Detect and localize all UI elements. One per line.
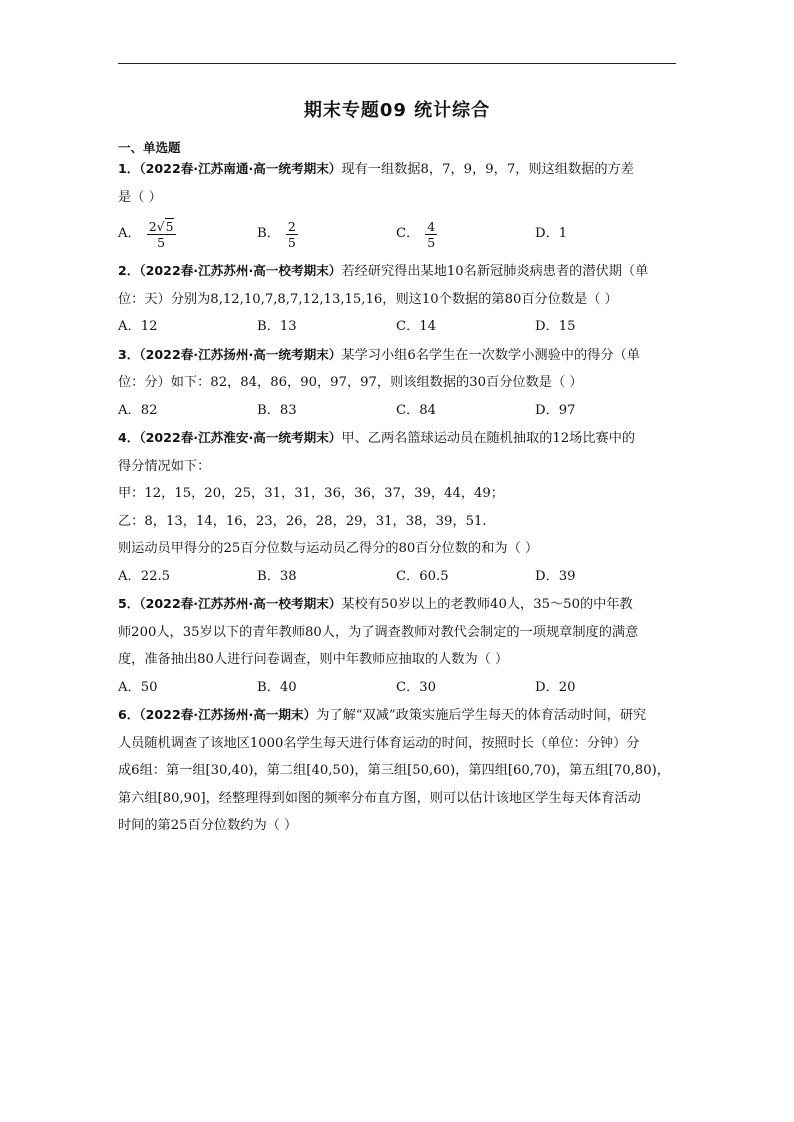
option-label: B． [257, 226, 280, 242]
header-rule [118, 63, 676, 64]
sqrt-radicand: 5 [165, 218, 174, 234]
question-source: （2022春·江苏淮安·高一统考期末） [139, 430, 342, 445]
question-source: （2022春·江苏苏州·高一校考期末） [139, 596, 342, 611]
question-number: 2． [118, 263, 140, 278]
option-b [257, 219, 396, 250]
option-c: C．60.5 [396, 568, 449, 584]
question-list [118, 155, 678, 840]
question-text: 若经研究得出某地10名新冠肺炎病患者的潜伏期（单 [341, 264, 649, 279]
option-a: A．12 [118, 319, 158, 334]
option-b: B．40 [257, 679, 297, 695]
option-d: D．20 [535, 679, 576, 695]
page-title: 期末专题09 统计综合 [303, 100, 491, 121]
question-text: 位：天）分别为8,12,10,7,8,7,12,13,15,16，则这10个数据的第80百分位数是（ ） [118, 291, 618, 307]
option-a: A．50 [118, 679, 158, 695]
fraction-numerator: 2 [287, 218, 296, 234]
question-text: 度，准备抽出80人进行问卷调查，则中年教师应抽取的人数为（ ） [118, 652, 509, 667]
option-c: C．84 [396, 402, 437, 418]
option-a [118, 219, 257, 250]
question-text: 则运动员甲得分的25百分位数与运动员乙得分的80百分位数的和为（ ） [118, 541, 539, 556]
question-text: 是（ ） [118, 189, 162, 205]
question-text: 第六组[80,90]，经整理得到如图的频率分布直方图，则可以估计该地区学生每天体育活动 [118, 790, 641, 806]
fraction-numerator: 4 [427, 218, 436, 234]
sqrt-symbol: √ [156, 218, 165, 234]
option-d: D．1 [535, 226, 568, 242]
fraction-denominator: 5 [287, 234, 296, 250]
question-text: 成6组：第一组[30,40)，第二组[40,50)，第三组[50,60)，第四组[60,70)，第五组[70,80)， [118, 763, 670, 778]
question-source: （2022春·江苏南通·高一统考期末） [139, 161, 342, 176]
option-row [118, 397, 678, 425]
fraction [147, 219, 176, 250]
question-text: 某学习小组6名学生在一次数学小测验中的得分（单 [341, 347, 640, 363]
question-text: 为了解“双减”政策实施后学生每天的体育活动时间，研究 [316, 708, 647, 723]
option-row [118, 313, 678, 341]
question-number: 3． [118, 346, 140, 362]
question-4 [118, 424, 678, 590]
question-1 [118, 155, 678, 257]
fraction-coef: 2 [148, 218, 157, 234]
question-text: 现有一组数据8，7，9，9，7，则这组数据的方差 [341, 162, 634, 177]
fraction [286, 219, 298, 250]
question-source: （2022春·江苏扬州·高一统考期末） [139, 346, 342, 362]
question-5 [118, 590, 678, 701]
question-text: 位：分）如下：82，84，86，90，97，97，则该组数据的30百分位数是（ ） [118, 375, 583, 390]
option-c [396, 219, 535, 250]
question-2 [118, 257, 678, 341]
question-text: 师200人，35岁以下的青年教师80人，为了调查教师对教代会制定的一项规章制度的满意 [118, 624, 639, 640]
question-text: 甲、乙两名篮球运动员在随机抽取的12场比赛中的 [341, 431, 636, 446]
fraction-denominator: 5 [427, 234, 436, 250]
option-row [118, 563, 678, 591]
data-line-jia: 甲：12，15，20，25，31，31，36，36，37，39，44，49； [118, 486, 504, 501]
option-a: A．22.5 [118, 568, 171, 584]
option-d: D．39 [535, 568, 576, 584]
question-source: （2022春·江苏扬州·高一期末） [139, 707, 317, 722]
option-row [118, 674, 678, 702]
question-text: 人员随机调查了该地区1000名学生每天进行体育运动的时间，按照时长（单位：分钟）分 [118, 735, 640, 751]
fraction [425, 219, 437, 250]
question-number: 5． [118, 596, 140, 611]
option-b: B．38 [257, 568, 297, 584]
section-heading: 一、单选题 [118, 140, 181, 155]
question-3 [118, 341, 678, 425]
option-c: C．14 [396, 319, 437, 334]
option-b: B．13 [257, 319, 297, 334]
option-d: D．97 [535, 402, 576, 418]
question-number: 4． [118, 430, 140, 445]
fraction-denominator: 5 [157, 234, 166, 250]
option-b: B．83 [257, 402, 297, 418]
question-source: （2022春·江苏苏州·高一校考期末） [139, 263, 342, 278]
question-6 [118, 701, 678, 840]
question-number: 6． [118, 707, 140, 722]
option-d: D．15 [535, 319, 576, 334]
option-label: C． [396, 226, 420, 242]
option-a: A．82 [118, 402, 158, 418]
data-line-yi: 乙：8，13，14，16，23，26，28，29，31，38，39，51. [118, 513, 487, 529]
option-c: C．30 [396, 679, 437, 695]
question-text: 得分情况如下： [118, 458, 211, 474]
question-number: 1． [118, 161, 140, 176]
option-label: A． [118, 226, 141, 242]
option-row [118, 211, 678, 257]
question-text: 某校有50岁以上的老教师40人，35～50的中年教 [341, 597, 633, 612]
question-text: 时间的第25百分位数约为（ ） [118, 818, 298, 833]
